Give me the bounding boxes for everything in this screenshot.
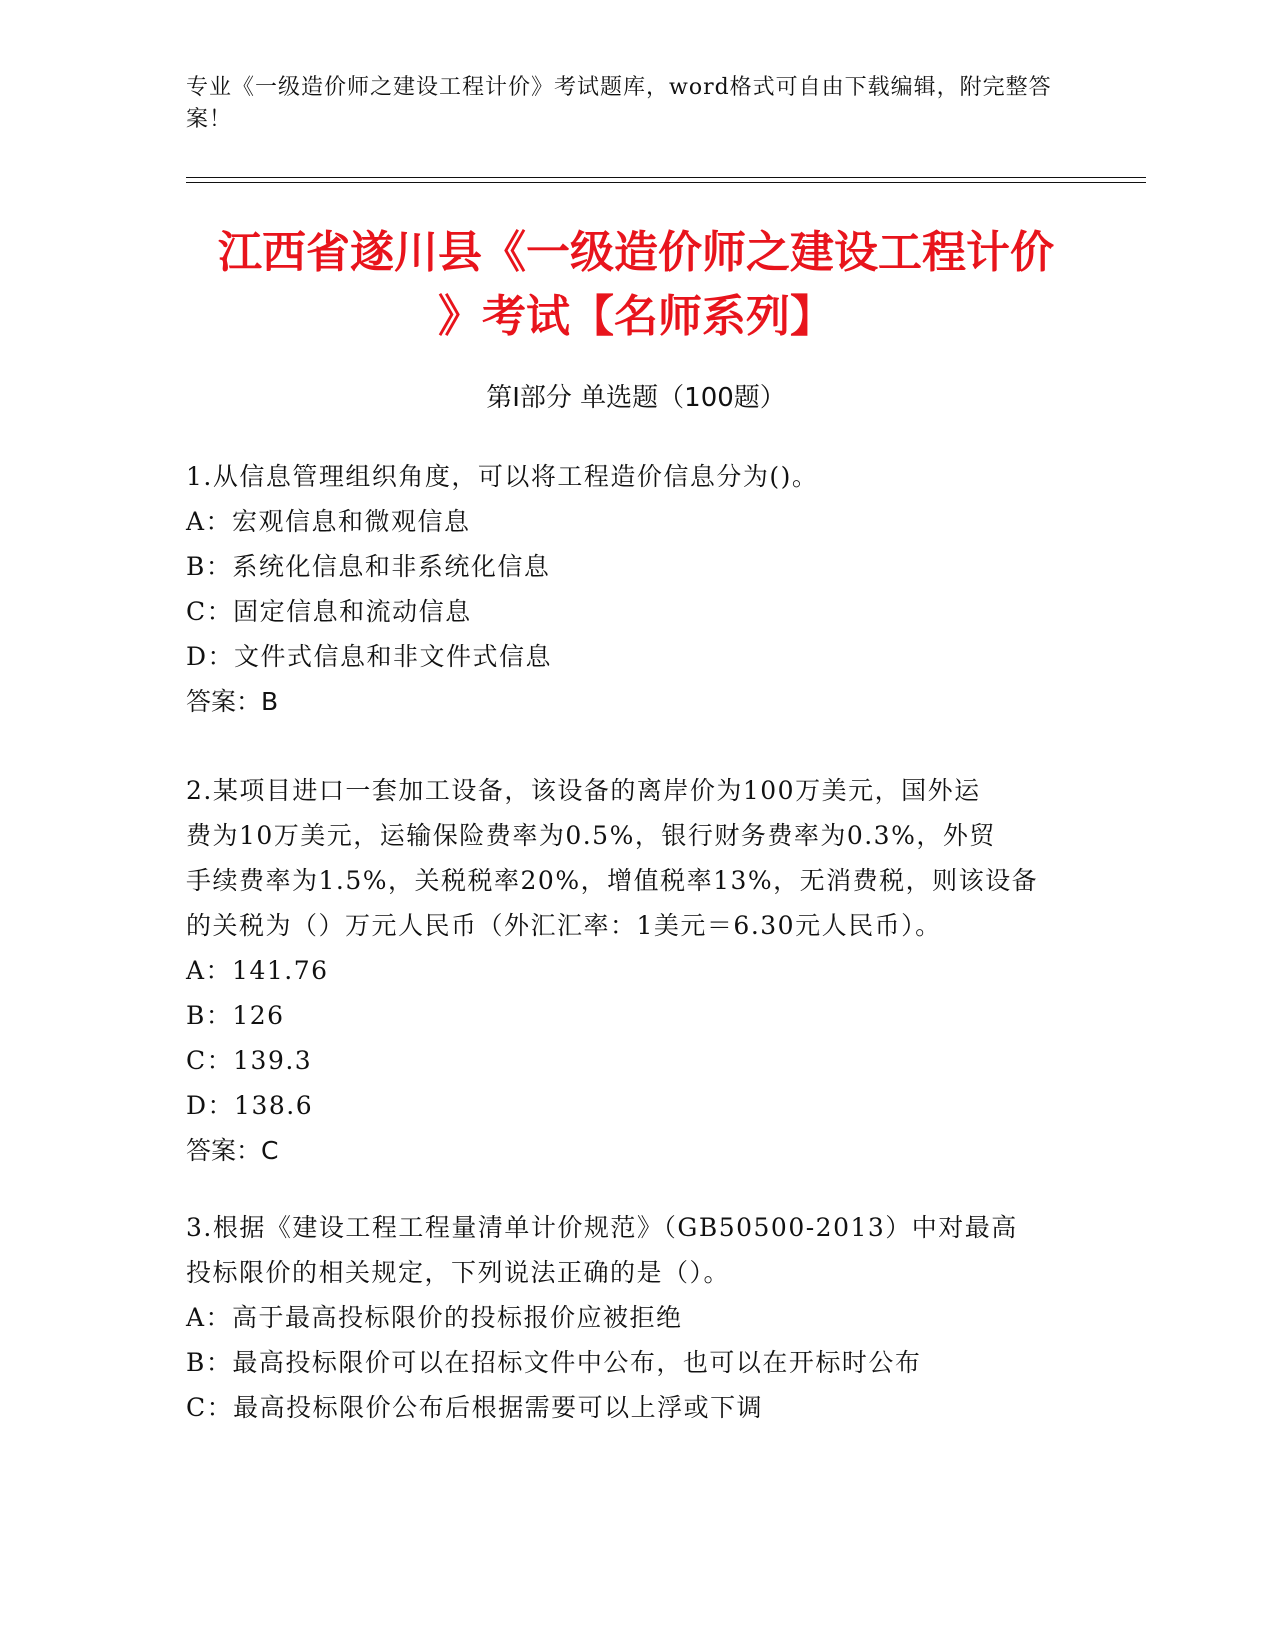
question-3 bbox=[186, 1205, 1086, 1430]
section-heading: 第I部分 单选题（100题） bbox=[486, 383, 786, 413]
title-line-1: 江西省遂川县《一级造价师之建设工程计价 bbox=[218, 227, 1054, 278]
question-stem-line: 投标限价的相关规定，下列说法正确的是（）。 bbox=[186, 1258, 731, 1287]
option-a: A：宏观信息和微观信息 bbox=[186, 507, 471, 536]
question-stem-line: 费为10万美元，运输保险费率为0.5%，银行财务费率为0.3%，外贸 bbox=[186, 821, 996, 850]
document-title bbox=[186, 221, 1086, 349]
option-a: A：高于最高投标限价的投标报价应被拒绝 bbox=[186, 1303, 683, 1332]
option-c: C：最高投标限价公布后根据需要可以上浮或下调 bbox=[186, 1393, 764, 1422]
option-d: D：138.6 bbox=[186, 1091, 314, 1120]
option-b: B：最高投标限价可以在招标文件中公布，也可以在开标时公布 bbox=[186, 1348, 922, 1377]
option-c: C：固定信息和流动信息 bbox=[186, 597, 472, 626]
question-stem: 1.从信息管理组织角度，可以将工程造价信息分为()。 bbox=[186, 462, 819, 491]
question-stem-line: 3.根据《建设工程工程量清单计价规范》（GB50500-2013）中对最高 bbox=[186, 1213, 1018, 1242]
option-d: D：文件式信息和非文件式信息 bbox=[186, 642, 553, 671]
question-1 bbox=[186, 454, 1086, 724]
question-stem-line: 的关税为（）万元人民币（外汇汇率：1美元＝6.30元人民币）。 bbox=[186, 911, 942, 940]
answer: 答案：B bbox=[186, 687, 279, 716]
header-rule-bottom bbox=[186, 182, 1146, 183]
option-b: B：系统化信息和非系统化信息 bbox=[186, 552, 551, 581]
question-stem-line: 2.某项目进口一套加工设备，该设备的离岸价为100万美元，国外运 bbox=[186, 776, 981, 805]
question-2 bbox=[186, 768, 1086, 1173]
option-c: C：139.3 bbox=[186, 1046, 313, 1075]
title-line-2: 》考试【名师系列】 bbox=[438, 291, 834, 342]
question-stem-line: 手续费率为1.5%，关税税率20%，增值税率13%，无消费税，则该设备 bbox=[186, 866, 1039, 895]
header-rule-top bbox=[186, 177, 1146, 178]
option-b: B：126 bbox=[186, 1001, 285, 1030]
header-note: 专业《一级造价师之建设工程计价》考试题库，word格式可自由下载编辑，附完整答案！ bbox=[186, 75, 1052, 132]
answer: 答案：C bbox=[186, 1136, 279, 1165]
option-a: A：141.76 bbox=[186, 956, 329, 985]
